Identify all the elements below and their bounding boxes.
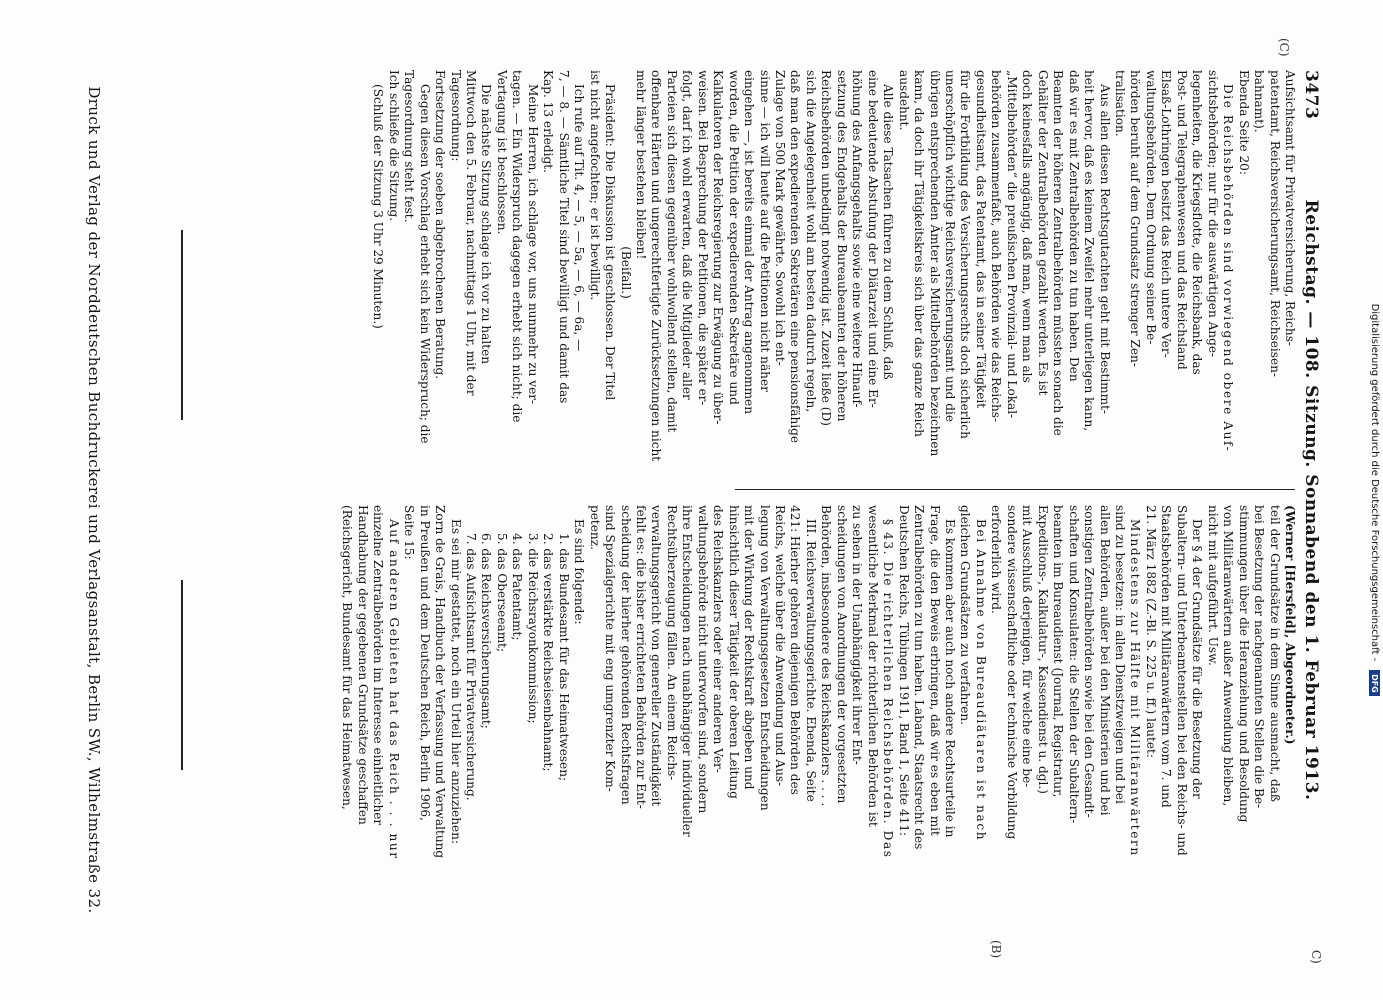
text-line: Kap. 13 erledigt. (541, 70, 556, 173)
text-line: 7. das Aufsichtsamt für Privatversicherung. (463, 533, 478, 801)
text-line: Präsident: Die Diskussion ist geschlossen. Der Titel (603, 84, 618, 401)
text-line: Aus allen diesen Rechtsgutachten geht mit Bestimmt- (1097, 84, 1112, 415)
text-line: Bei Annahme von Bureaudiätaren ist nach (973, 519, 988, 842)
text-line: des Reichskanzlers oder einer anderen Ver- (711, 505, 726, 773)
text-line: unerschöpflich wichtige Reichsversicherungsamt und die (943, 70, 958, 422)
text-line: waltungsbehörden. Dem Ordnung seiner Be- (1143, 70, 1158, 345)
text-line: waltungsbehörde nicht unterworfen sind, sondern (695, 505, 710, 814)
page-number: 3473 (1301, 70, 1321, 120)
text-line: Aufsichtsamt für Privatversicherung, Reichs- (1283, 70, 1297, 347)
text-line: Die nächste Sitzung schlage ich vor zu halten (479, 84, 494, 365)
text-line: Gehälter der Zentralbehörden gezahlt werden. Es ist (1035, 70, 1050, 396)
digitization-strip (1363, 0, 1383, 1000)
text-line: Meine Herren, ich schlage vor, uns nunmehr zu ver- (525, 84, 540, 405)
text-line: (Schluß der Sitzung 3 Uhr 29 Minuten.) (371, 84, 386, 329)
margin-mark-c: (C) (1277, 38, 1291, 57)
text-line: Rechtsüberzeugung fällen. An einem Reichs- (664, 505, 679, 781)
text-line: Seite 15: (402, 505, 417, 560)
text-line: tagen. — Ein Widerspruch dagegen erhebt sich nicht; die (510, 70, 525, 423)
text-line: 1. das Bundesamt für das Heimatwesen; (556, 533, 571, 782)
text-column-right (370, 70, 1297, 475)
text-line: Reichsbehörden unbedingt notwendig ist. Zuzeit ließe (D) (819, 70, 834, 426)
text-line: „Mittelbehörden“ die preußischen Provinzial- und Lokal- (1004, 70, 1019, 419)
text-line: mit der Wirkung der Rechtskraft abgeben und (742, 505, 757, 790)
text-line: Die Reichsbehörden sind vorwiegend obere Auf- (1221, 84, 1236, 453)
text-line: Kalkulatoren der Reichsregierung zur Erwägung zu über- (711, 70, 726, 425)
text-line: 6. das Reichsversicherungsamt; (479, 533, 494, 729)
text-line: 4. das Patentamt; (510, 533, 525, 641)
text-line: eine bedeutende Abstufung der Diätarzeit und eine Er- (865, 70, 880, 408)
page-title: Reichstag. — 108. Sitzung. Sonnabend den 1. Februar 1913. (1301, 199, 1321, 801)
text-line: gesundheitsamt, das Patentamt, das in seiner Tätigkeit (973, 70, 988, 409)
text-line: behörden zusammenfaßt, auch Behörden wie das Reichs- (989, 70, 1004, 423)
text-line: hinsichtlich dieser Tätigkeit der oberen Leitung (726, 505, 741, 799)
text-line: Expeditions-, Kalkulatur-, Kassendienst u. dgl.) (1035, 505, 1050, 794)
text-line: 5. das Oberseeamt; (494, 533, 509, 653)
text-column-left (339, 505, 1297, 910)
text-line: Tagesordnung steht fest. (402, 70, 417, 223)
text-line: Tagesordnung: (448, 70, 463, 162)
text-line: ausdehnt. (896, 70, 911, 131)
text-line: gleichen Grundsätzen zu verfahren. (958, 505, 973, 726)
text-line: Beamten der höheren Zentralbehörden müssten sonach die (1051, 70, 1066, 436)
text-line: setzung des Endgehalts der Bureaubeamten der höheren (834, 70, 849, 422)
text-line: daß wir es mit Zentralbehörden zu tun haben. Den (1066, 70, 1081, 382)
text-line: 21. März 1882 (Z.-Bl. S. 225 u. ff.) lautet: (1143, 505, 1158, 758)
text-line: Staatsbehörden mit Militäranwärtern vom 7. und (1159, 505, 1174, 808)
text-line: Alle diese Tatsachen führen zu dem Schluß, daß (881, 84, 896, 380)
text-line: zu sehen in der Unabhängigkeit ihrer Ent- (850, 505, 865, 765)
page-header (1297, 70, 1321, 930)
text-line: Auf anderen Gebieten hat das Reich . . . nur (386, 519, 401, 860)
text-line: Zentralbehörden zu tun haben. Laband, Staatsrecht des (912, 505, 927, 850)
text-line: scheidung der hierher gehörenden Rechtsfragen (618, 505, 633, 805)
text-line: Deutschen Reichs, Tübingen 1911, Band 1, Seite 411: (896, 505, 911, 837)
text-line: Zorn de Grais, Handbuch der Verfassung und Verwaltung (433, 505, 448, 859)
text-line: hörden beruht auf dem Grundsatz strenger Zen- (1128, 70, 1143, 367)
text-line: bahnamt). (1252, 70, 1267, 133)
digitization-note: Digitalisierung gefördert durch die Deutsche Forschungsgemeinschaft - (1369, 303, 1380, 662)
text-line: fehlt es: die bisher errichteten Behörden zur Ent- (633, 505, 648, 809)
text-line: Der § 4 der Grundsätze für die Besetzung der (1190, 519, 1205, 799)
text-line: Es sind folgende: (572, 519, 587, 625)
text-line: worden, die Petition der expedierenden Sekretäre und (726, 70, 741, 405)
text-line: eingehen —, ist bereits einmal der Antrag angenommen (742, 70, 757, 415)
text-line: sind zu besetzen: in allen Dienstzweigen und bei (1113, 505, 1128, 804)
text-line: offenbare Härten und ungerechtfertigte Zurücksetzungen nicht (649, 70, 664, 462)
text-line: (Beifall.) (618, 246, 633, 299)
text-line: sind Spezialgerichte mit eng umgrenzter Kom- (603, 505, 618, 792)
text-line: Ebenda Seite 20: (1236, 70, 1251, 175)
text-line: bei Besetzung der nachgenannten Stellen die Be- (1252, 505, 1267, 809)
text-line: legenheiten, die Kriegsflotte, die Reichsbank, das (1190, 70, 1205, 375)
text-line: ist nicht angefochten; er ist bewilligt. (587, 70, 602, 301)
text-line: sonstigen Zentralbehörden sowie bei den Gesandt- (1082, 505, 1097, 818)
text-line: erforderlich wird. (989, 505, 1004, 614)
text-line: in Preußen und dem Deutschen Reich, Berlin 1906, (417, 505, 432, 821)
text-line: nicht mit aufgeführt. Usw. (1205, 505, 1220, 666)
text-line: Zulage von 500 Mark gewährte. Sowohl ich ent- (773, 70, 788, 366)
end-rule-left (181, 580, 183, 770)
text-line: Es sei mir gestattet, noch ein Urteil hier anzuziehen: (448, 519, 463, 845)
text-line: petenz. (587, 505, 602, 550)
text-line: wesentliche Merkmal der richterlichen Behörden ist (865, 505, 880, 827)
text-line: Gegen diesen Vorschlag erhebt sich kein Widerspruch; die (417, 84, 432, 444)
text-line: Reichs, welche über die Anwendung und Aus- (773, 505, 788, 787)
text-line: Fortsetzung der soeben abgebrochenen Beratung. (433, 70, 448, 380)
text-line: Behörden, insbesondere des Reichskanzlers . . . . (819, 505, 834, 807)
text-line: stimmungen über die Heranziehung und Besoldung (1236, 505, 1251, 823)
text-line: einzelne Zentralbehörden im Interesse einheitlicher (371, 505, 386, 826)
text-line: Mittwoch den 5. Februar, nachmittags 1 Uhr, mit der (463, 70, 478, 396)
text-line: 2. das verstärkte Reichseisenbahnamt; (541, 533, 556, 772)
end-rule-right (181, 230, 183, 420)
text-line: sich die Angelegenheit wohl am besten dadurch regeln, (803, 70, 818, 413)
text-line: verwaltungsgericht von genereller Zuständigkeit (649, 505, 664, 807)
text-line: patentamt, Reichsversicherungsamt, Reichseisen- (1267, 70, 1282, 378)
text-line: Parteien sich diesen gegenüber wohlwollend stellen, damit (664, 70, 679, 433)
text-line: mehr länger bestehen bleiben! (633, 70, 648, 260)
text-line: 3. die Reichsrayonkommission; (525, 533, 540, 724)
text-line: tralisation. (1113, 70, 1128, 137)
text-line: Elsaß-Lothringen besitzt das Reich untere Ver- (1159, 70, 1174, 358)
text-line: Vertagung ist beschlossen. (494, 70, 509, 235)
text-line: folgt, darf ich wohl erwarten, daß die Mitglieder aller (680, 70, 695, 400)
text-line: Frage, die den Beweis erbringen, daß wir es eben mit (927, 505, 942, 836)
text-line: weisen. Bei Besprechung der Petitionen, die später er- (695, 70, 710, 406)
printer-imprint: Druck und Verlag der Norddeutschen Buchdruckerei und Verlagsanstalt, Berlin SW., Wilhelmstraße 32. (85, 86, 103, 914)
text-line: sinne — ich will heute auf die Petitionen nicht näher (757, 70, 772, 392)
text-line: Ich rufe auf Tit. 4, — 5, — 5a, — 6, — 6a, — (572, 84, 587, 352)
text-line: ihre Entscheidungen nach unabhängiger individueller (680, 505, 695, 837)
text-line: Mindestens zur Hälfte mit Militäranwärtern (1128, 519, 1143, 857)
text-line: Handhabung der gegebenen Grundsätze geschaffen (355, 505, 370, 825)
text-line: sichtsbehörden; nur für die auswärtigen Ange- (1205, 70, 1220, 358)
text-line: 7, — 8. — Sämtliche Titel sind bewilligt und damit das (556, 70, 571, 404)
text-line: teil der Grundsätze in dem Sinne ausmacht, daß (1267, 505, 1282, 802)
text-line: scheidungen von Anordnungen der vorgesetzten (834, 505, 849, 804)
text-line: für die Fortbildung des Versicherungsrechts doch sicherlich (958, 70, 973, 439)
text-line: höhung des Anfangsgehalts sowie eine weitere Hinauf- (850, 70, 865, 408)
column-divider (735, 489, 1295, 490)
margin-mark-b: (B) (989, 940, 1003, 959)
text-line: von Militäranwärtern außer Anwendung bleiben, (1221, 505, 1236, 807)
text-line: allen Behörden, außer bei den Ministerien und bei (1097, 505, 1112, 816)
text-line: III. Reichsverwaltungsgerichte. Ebenda, Seite (803, 519, 818, 802)
text-line: schaften und Konsulaten: die Stellen der Subaltern- (1066, 505, 1081, 824)
text-line: legung von Verwaltungsgesetzen Entscheidungen (757, 505, 772, 811)
text-line: übrigen entsprechenden Ämter als Mittelbehörden bezeichnen (927, 70, 942, 457)
text-line: 421: Hierher gehören diejenigen Behörden des (788, 505, 803, 795)
text-line: sondere wissenschaftliche oder technische Vorbildung (1004, 505, 1019, 840)
text-line: heit hervor, daß es keinem Zweifel mehr unterliegen kann, (1082, 70, 1097, 432)
text-line: daß man den expedierenden Sekretären eine pensionsfähige (788, 70, 803, 444)
text-line: § 43. Die richterlichen Reichsbehörden. Das (881, 519, 896, 859)
text-line: beamten im Bureaudienst (Journal, Registratur, (1051, 505, 1066, 798)
text-line: Es kommen aber auch noch andere Rechtsurteile in (943, 519, 958, 838)
text-line: Subaltern- und Unterbeamtenstellen bei den Reichs- und (1174, 505, 1189, 856)
text-line: kann, da doch ihr Tätigkeitskreis sich über das ganze Reich (912, 70, 927, 437)
margin-mark-corner: C) (1309, 950, 1323, 964)
text-line: mit Ausschluß derjenigen, für welche eine be- (1020, 505, 1035, 788)
text-line: (Reichsgericht, Bundesamt für das Heimatwesen, (340, 505, 355, 810)
dfg-logo: DFG (1370, 670, 1381, 696)
text-line: Post- und Telegraphenwesen und das Reichsland (1174, 70, 1189, 370)
text-line: doch keinesfalls angängig, daß man, wenn man als (1020, 70, 1035, 383)
text-line: Ich schließe die Sitzung. (386, 70, 401, 222)
text-line: (Werner [Hersfeld], Abgeordneter.) (1283, 505, 1297, 745)
